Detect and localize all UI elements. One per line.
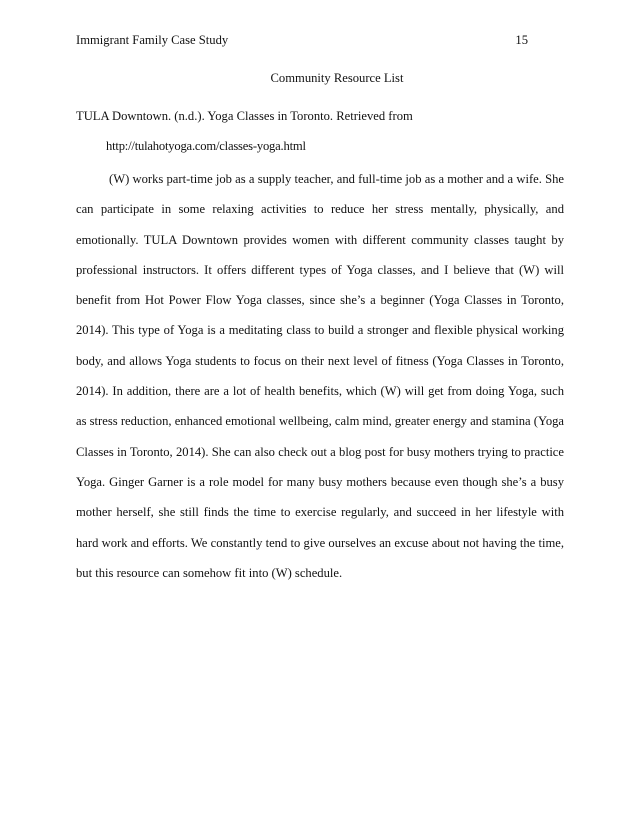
section-title: Community Resource List xyxy=(270,71,404,85)
body-paragraph: (W) works part-time job as a supply teacher, and full-time job as a mother and a wife. She can participate in some relaxing activities to reduce her stress mentally, physically, and emotionally. TULA Downtown provides women with different community classes taught by professional instructors. It offers different types of Yoga classes, and I believe that (W) will benefit from Hot Power Flow Yoga classes, since she’s a beginner (Yoga Classes in Toronto, 2014). This type of Yoga is a meditating class to build a stronger and flexible physical working body, and allows Yoga students to focus on their next level of fitness (Yoga Classes in Toronto, 2014). In addition, there are a lot of health benefits, which (W) will get from doing Yoga, such as stress reduction, enhanced emotional wellbeing, calm mind, greater energy and stamina (Yoga Classes in Toronto, 2014). She can also check out a blog post for busy mothers trying to practice Yoga. Ginger Garner is a role model for many busy mothers because even though she’s a busy mother herself, she still finds the time to exercise regularly, and succeed in her lifestyle with hard work and efforts. We constantly tend to give ourselves an excuse about not having the time, but this resource can somehow fit into (W) schedule. xyxy=(76,172,564,580)
running-head: Immigrant Family Case Study xyxy=(76,33,229,47)
page-number: 15 xyxy=(515,33,528,47)
reference-citation xyxy=(76,101,556,161)
citation-text: TULA Downtown. (n.d.). Yoga Classes in Toronto. Retrieved from xyxy=(76,109,413,123)
citation-url: http://tulahotyoga.com/classes-yoga.html xyxy=(106,139,306,153)
page-header xyxy=(76,33,528,51)
